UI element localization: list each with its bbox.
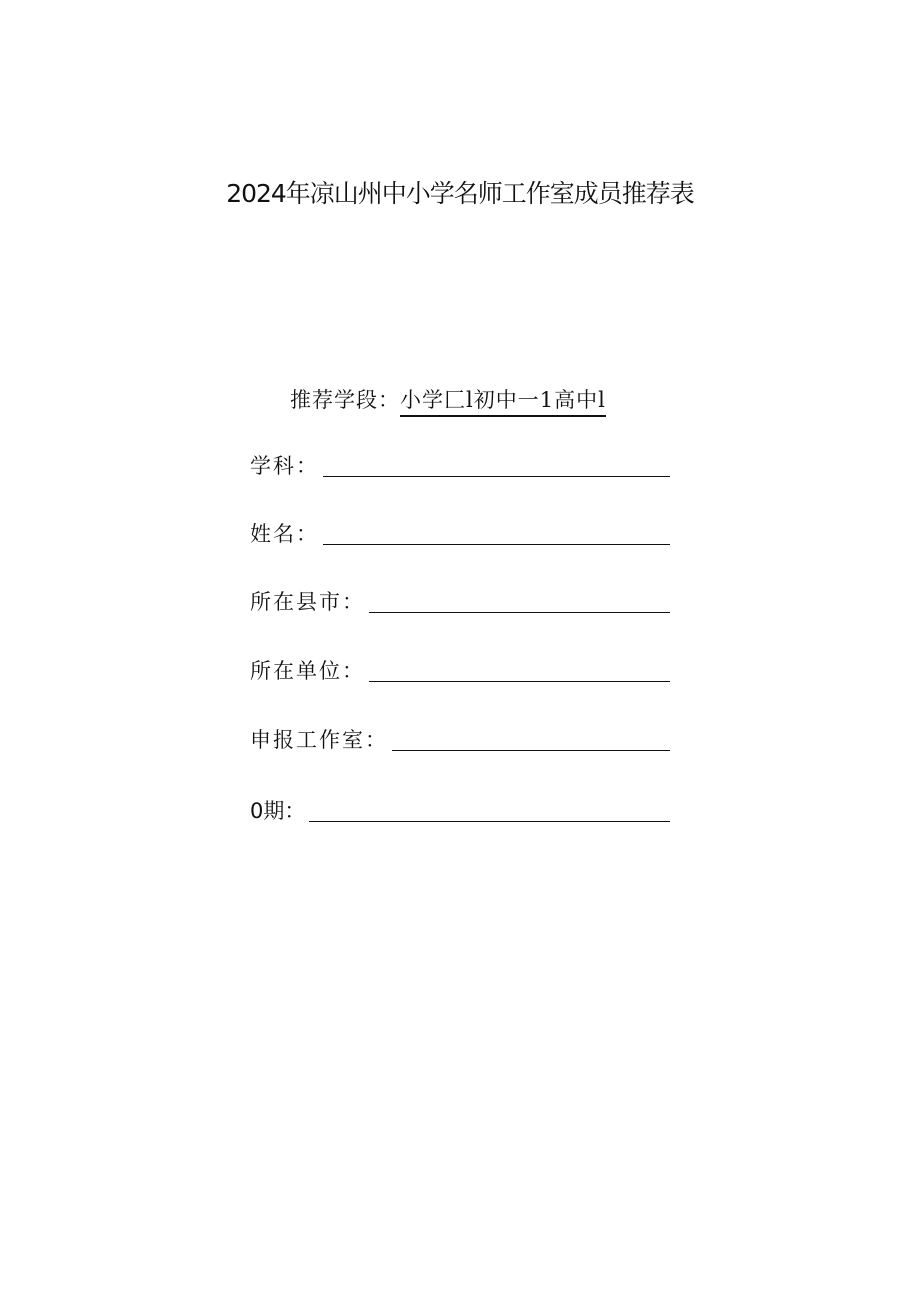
subject-label: 学科： [250, 454, 319, 478]
name-input-line[interactable] [323, 514, 670, 545]
recommended-stage-row [290, 384, 606, 417]
document-title: 2024年凉山州中小学名师工作室成员推荐表 [226, 179, 694, 208]
subject-field [250, 450, 670, 480]
date-input-line[interactable] [309, 791, 670, 822]
workplace-input-line[interactable] [369, 651, 670, 682]
subject-input-line[interactable] [323, 446, 670, 477]
workplace-field [250, 655, 670, 685]
date-field [250, 795, 670, 825]
name-field [250, 518, 670, 548]
county-city-input-line[interactable] [369, 582, 670, 613]
studio-label: 申报工作室： [250, 728, 388, 752]
date-label: 0期： [250, 799, 306, 823]
studio-input-line[interactable] [392, 720, 670, 751]
studio-field [250, 724, 670, 754]
county-city-field [250, 586, 670, 616]
recommended-stage-options[interactable]: 小学匚l初中一1高中l [400, 384, 606, 417]
workplace-label: 所在单位： [250, 659, 365, 683]
recommended-stage-label: 推荐学段： [290, 388, 400, 412]
county-city-label: 所在县市： [250, 590, 365, 614]
name-label: 姓名： [250, 522, 319, 546]
